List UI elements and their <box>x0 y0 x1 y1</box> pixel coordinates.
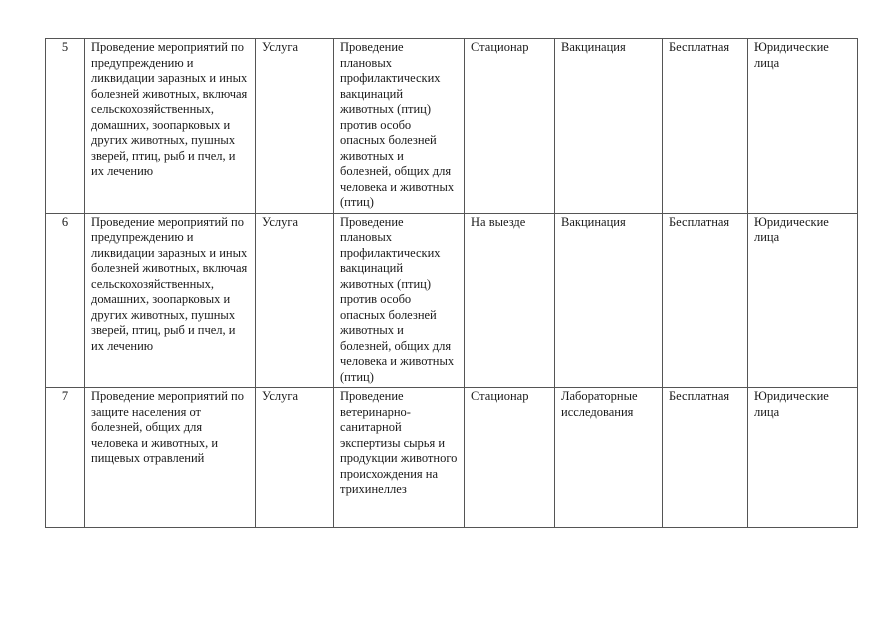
table-row <box>46 388 858 528</box>
type-cell: Услуга <box>256 388 334 528</box>
type-cell: Услуга <box>256 213 334 388</box>
payment-cell: Бесплатная <box>663 213 748 388</box>
activity-cell: Проведение мероприятий по защите населения от болезней, общих для человека и животных, и пищевых отравлений <box>85 388 256 528</box>
category-cell: Лабораторные исследования <box>555 388 663 528</box>
type-cell: Услуга <box>256 39 334 214</box>
location-cell: На выезде <box>465 213 555 388</box>
row-number: 5 <box>46 39 85 214</box>
location-cell: Стационар <box>465 39 555 214</box>
payment-cell: Бесплатная <box>663 388 748 528</box>
row-number: 6 <box>46 213 85 388</box>
services-table <box>45 38 858 528</box>
category-cell: Вакцинация <box>555 213 663 388</box>
table-row <box>46 213 858 388</box>
recipient-cell: Юридические лица <box>748 388 858 528</box>
description-cell: Проведение ветеринарно-санитарной экспертизы сырья и продукции животного происхождения на трихинеллез <box>334 388 465 528</box>
description-cell: Проведение плановых профилактических вакцинаций животных (птиц) против особо опасных болезней животных и болезней, общих для человека и животных (птиц) <box>334 39 465 214</box>
activity-cell: Проведение мероприятий по предупреждению и ликвидации заразных и иных болезней животных, включая сельскохозяйственных, домашних, зоопарковых и других животных, пушных зверей, птиц, рыб и пчел, и их лечению <box>85 39 256 214</box>
activity-cell: Проведение мероприятий по предупреждению и ликвидации заразных и иных болезней животных, включая сельскохозяйственных, домашних, зоопарковых и других животных, пушных зверей, птиц, рыб и пчел, и их лечению <box>85 213 256 388</box>
location-cell: Стационар <box>465 388 555 528</box>
recipient-cell: Юридические лица <box>748 213 858 388</box>
description-cell: Проведение плановых профилактических вакцинаций животных (птиц) против особо опасных болезней животных и болезней, общих для человека и животных (птиц) <box>334 213 465 388</box>
table-row <box>46 39 858 214</box>
category-cell: Вакцинация <box>555 39 663 214</box>
row-number: 7 <box>46 388 85 528</box>
payment-cell: Бесплатная <box>663 39 748 214</box>
recipient-cell: Юридические лица <box>748 39 858 214</box>
